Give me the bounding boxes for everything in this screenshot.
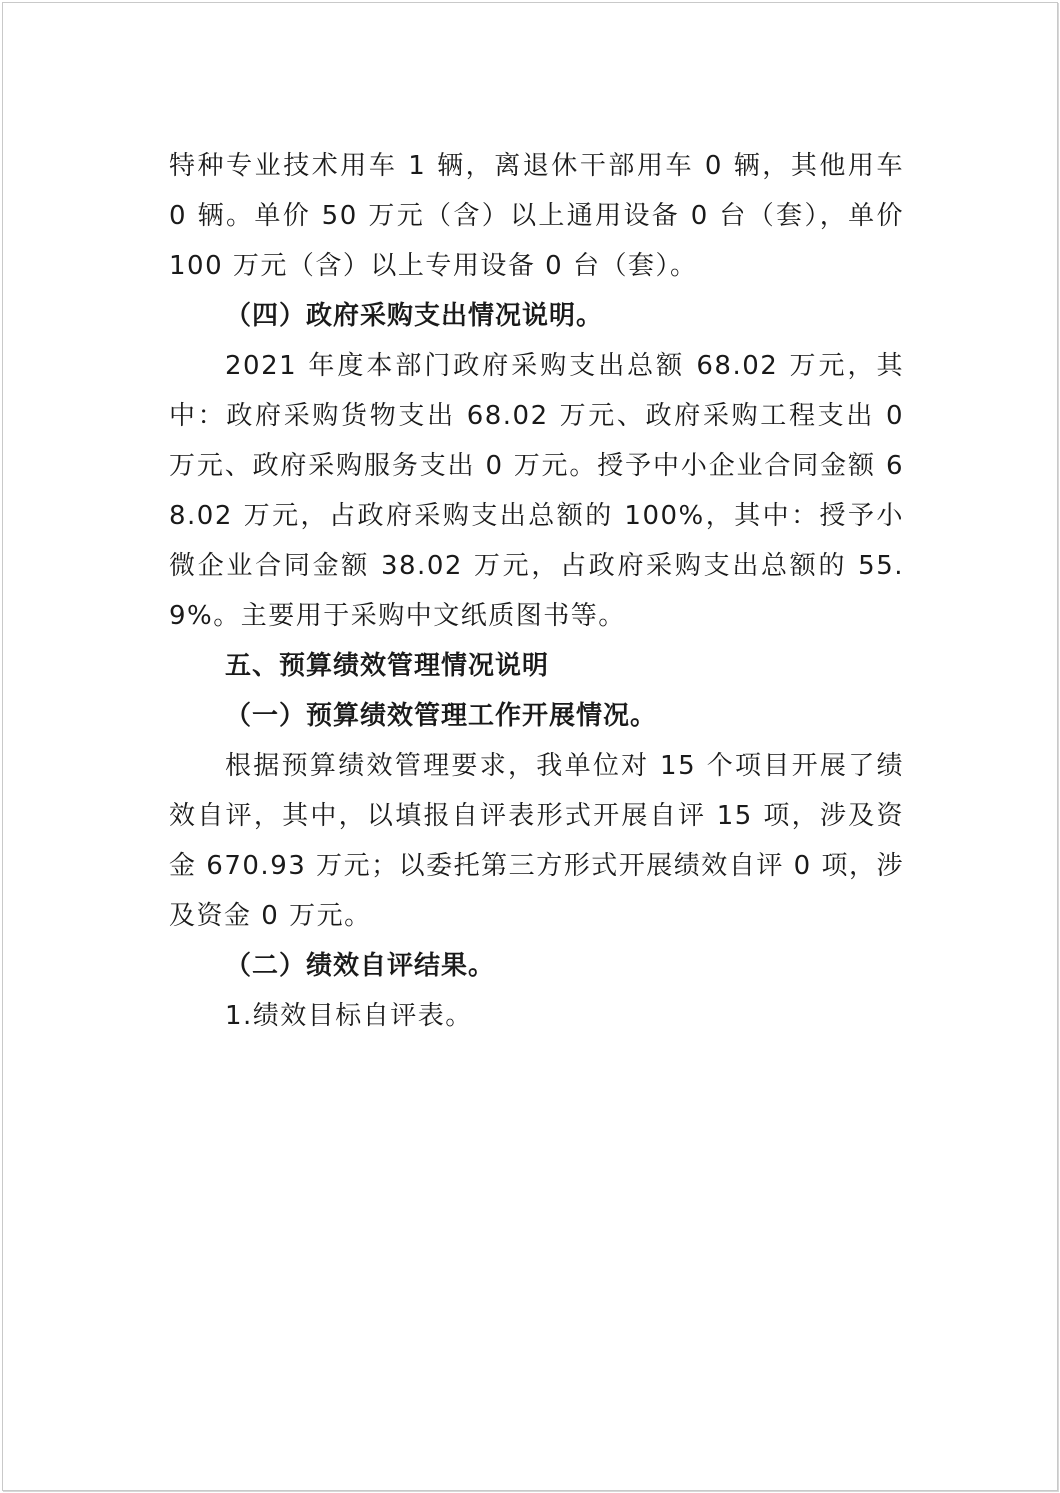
heading-evaluation-results: （二）绩效自评结果。 [225,951,496,981]
paragraph-self-evaluation: 根据预算绩效管理要求，我单位对 15 个项目开展了绩效自评，其中，以填报自评表形式开展自评 15 项，涉及资金 670.93 万元；以委托第三方形式开展绩效自评 0 项，涉及资金 0 万元。 [169,751,904,931]
document-page [2,2,1058,1491]
heading-performance-work: （一）预算绩效管理工作开展情况。 [225,701,658,731]
paragraph-procurement-details: 2021 年度本部门政府采购支出总额 68.02 万元，其中：政府采购货物支出 68.02 万元、政府采购工程支出 0 万元、政府采购服务支出 0 万元。授予中小企业合同金额 68.02 万元，占政府采购支出总额的 100%，其中：授予小微企业合同金额 38.02 万元，占政府采购支出总额的 55.9%。主要用于采购中文纸质图书等。 [169,351,904,631]
heading-government-procurement: （四）政府采购支出情况说明。 [225,301,604,331]
document-body [169,141,904,1041]
heading-performance-management: 五、预算绩效管理情况说明 [225,651,550,681]
paragraph-vehicles-equipment: 特种专业技术用车 1 辆，离退休干部用车 0 辆，其他用车 0 辆。单价 50 万元（含）以上通用设备 0 台（套），单价 100 万元（含）以上专用设备 0 台（套）。 [169,151,904,281]
paragraph-target-table: 1.绩效目标自评表。 [225,1001,473,1031]
